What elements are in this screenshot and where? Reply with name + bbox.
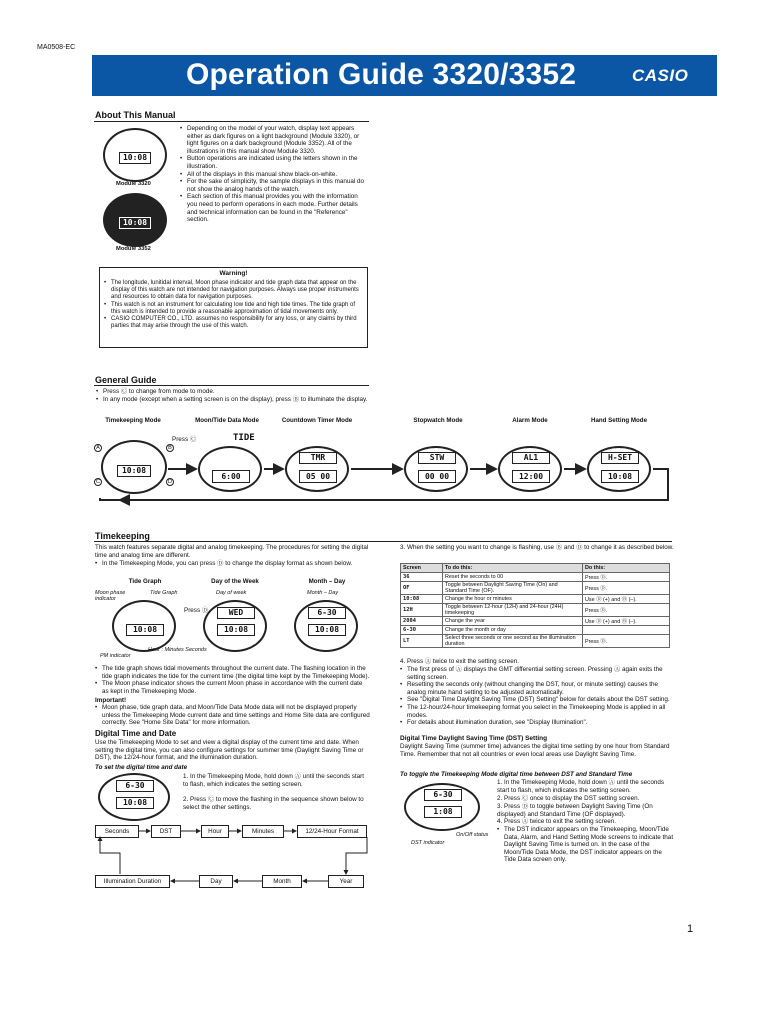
tide-graph-label: Tide Graph [150,590,178,596]
flow-box-minutes: Minutes [242,825,284,838]
format-day-of-week: Day of the Week [211,578,259,585]
warning-bullet: • This watch is not an instrument for calculating low tide and high tide times. The tide graph of this watch is intended to provide a reasonable approximation of tidal movements only. [104,302,362,316]
flow-lcd-hand-setting: 10:08 [601,470,639,483]
tk-lcd-dow-time: 10:08 [217,624,255,636]
tk-lcd-md-time: 10:08 [308,624,346,636]
moon-phase-label: Moon phase indicator [95,590,126,602]
tk-note: • The Moon phase indicator shows the current Moon phase in accordance with the current date as kept in the Timekeeping Mode. [95,680,370,695]
format-month-day: Month – Day [308,578,346,585]
warning-bullet: • CASIO COMPUTER CO., LTD. assumes no responsibility for any loss, or any claims by third parties that may arise through the use of this watch. [104,316,362,330]
on-off-status-label: On/Off status [456,832,489,838]
after-step-bullet: • For details about illumination duration, see "Display Illumination". [400,719,675,727]
table-header: To do this: [443,564,583,573]
flow-box-seconds: Seconds [95,825,139,838]
timekeeping-intro: This watch features separate digital and analog timekeeping. The procedures for setting the digital time and analog time are different. [95,544,369,559]
brand-logo: CASIO [632,66,689,85]
mode-label-countdown: Countdown Timer Mode [281,417,353,424]
after-step-bullet: • The first press of Ⓐ displays the GMT differential setting screen. Pressing Ⓐ again exits the setting screen. [400,666,675,681]
warning-bullet: • The longitude, lunitidal interval, Moon phase indicator and tide graph data that appear on the display of this watch are not intended for navigation purposes. Always use proper instruments and resources to obtain data for navigation purposes. [104,280,362,302]
press-c-label: Press Ⓒ [172,436,197,443]
document-code: MA0508-EC [37,44,76,51]
tk-lcd-md: 6-30 [308,607,346,619]
set-time-lcd: 10:08 [116,797,154,809]
table-row: LT Select three seconds or one second as the illumination duration Press Ⓓ. [401,635,670,648]
table-header: Do this: [583,564,670,573]
button-a-label: A [94,444,102,452]
dst-watch [404,783,480,831]
dst-title: Digital Time Daylight Saving Time (DST) Setting [400,735,548,742]
button-c-label: C [94,478,102,486]
about-bullet: • Button operations are indicated using the letters shown in the illustration. [180,155,368,170]
warning-bullets [104,280,362,330]
tk-watch-day-of-week [203,600,267,652]
module-3352-label: Module 3352 [116,246,151,252]
important-bullets [95,704,370,727]
watch-3352-illustration [103,193,167,247]
set-time-lcd-top: 6-30 [116,780,154,792]
dst-lcd-top: 6-30 [424,789,462,801]
flow-box-day: Day [199,875,233,888]
general-guide-rule [94,385,369,386]
dst-text: Daylight Saving Time (summer time) advances the digital time setting by one hour from Standard Time. Remember that not all countries or even local areas use Daylight Saving Time. [400,743,670,758]
table-row: 36 Reset the seconds to 00 Press Ⓓ. [401,573,670,582]
set-time-watch [98,773,170,821]
mode-label-timekeeping: Timekeeping Mode [105,417,161,424]
button-d-label: D [166,478,174,486]
flow-lcd-timekeeping: 10:08 [117,465,151,477]
tk-note: • The tide graph shows tidal movements throughout the current date. The flashing location in the tide graph indicates the tide for the current time (the digital time kept by the Timekeeping Mode). [95,665,370,680]
table-row: 12H Toggle between 12-hour (12H) and 24-hour (24H) timekeeping Press Ⓓ. [401,604,670,617]
watch-3320-illustration [103,128,167,182]
table-row: 2004 Change the year Use Ⓓ (+) and Ⓑ (–). [401,617,670,626]
table-header: Screen [401,564,443,573]
about-bullet: • For the sake of simplicity, the sample displays in this manual do not show the analog hands of the watch. [180,178,368,193]
timekeeping-title: Timekeeping [95,531,150,541]
dst-indicator-bullet: • The DST indicator appears on the Timekeeping, Moon/Tide Data, Alarm, and Hand Setting Mode screens to indicate that Daylight Saving Time is turned on. In the case of the Moon/Tide Data Mode, the DST indicator appears on the Tide Data screen only. [497,826,675,864]
timekeeping-bullet-item: • In the Timekeeping Mode, you can press Ⓓ to change the display format as shown below. [95,560,370,568]
flow-lcd-alarm: 12:00 [512,470,550,483]
flow-lcd-hand-setting-top: H-SET [601,452,639,464]
flow-lcd-stopwatch-top: STW [418,452,456,464]
day-of-week-label: Day of week [216,590,247,596]
table-row: 6-30 Change the month or day [401,626,670,635]
flow-box-year: Year [328,875,364,888]
digital-time-text: Use the Timekeeping Mode to set and view a digital display of the current time and date. When setting the digital time, you can also configure settings for summer time (Daylight Saving Time or DST), the 12/24-hour format, and the illumination duration. [95,739,364,762]
mode-label-alarm: Alarm Mode [512,417,548,424]
dst-toggle-title: To toggle the Timekeeping Mode digital time between DST and Standard Time [400,771,633,778]
flow-box-12-24: 12/24-Hour Format [297,825,367,838]
general-guide-title: General Guide [95,375,157,385]
flow-lcd-alarm-top: AL1 [512,452,550,464]
press-d-label: Press Ⓓ [184,607,209,614]
general-bullet: • Press Ⓒ to change from mode to mode. [96,388,368,396]
page-title: Operation Guide 3320/3352 [186,58,577,91]
flow-lcd-countdown-top: TMR [299,452,337,464]
mode-label-hand-setting: Hand Setting Mode [590,417,648,424]
button-b-label: B [166,444,174,452]
flow-box-month: Month [262,875,302,888]
flow-box-illumination: Illumination Duration [95,875,170,888]
format-tide-graph: Tide Graph [128,578,162,585]
flow-lcd-stopwatch: 00 00 [418,470,456,483]
settings-table [400,563,670,648]
toggle-step-2: 2. Press Ⓒ once to display the DST setting screen. [497,795,640,802]
flow-box-hour: Hour [201,825,229,838]
timekeeping-bullet [95,560,370,568]
set-time-title: To set the digital time and date [95,764,188,771]
about-bullets [180,125,368,224]
warning-title: Warning! [219,270,248,277]
about-bullet: • All of the displays in this manual show black-on-white. [180,171,368,179]
flow-lcd-moon-tide: 6:00 [212,470,250,483]
step-3: 3. When the setting you want to change is flashing, use Ⓑ and Ⓓ to change it as described below. [400,544,674,551]
digital-time-title: Digital Time and Date [95,729,177,738]
tk-watch-tide-graph [112,600,176,652]
watch-3320-lcd: 10:08 [119,152,151,164]
after-step-bullet: • Resetting the seconds only (without changing the DST, hour, or minute setting) causes the analog minute hand setting to be adjusted automatically. [400,681,675,696]
module-3320-label: Module 3320 [116,181,151,187]
watch-3352-lcd: 10:08 [119,217,151,229]
about-bullet: • Each section of this manual provides you with the information you need to perform operations in each mode. Further details and technical information can be found in the "Reference" section. [180,193,368,223]
dst-indicator-note [497,826,675,864]
tk-lcd-tide: 10:08 [126,624,164,636]
mode-label-moon-tide: Moon/Tide Data Mode [195,417,259,424]
general-bullet: • In any mode (except when a setting screen is on the display), press Ⓑ to illuminate the display. [96,396,368,404]
after-step-bullet: • See "Digital Time Daylight Saving Time (DST) Setting" below for details about the DST setting. [400,696,675,704]
mode-flow-arrows [90,440,670,510]
table-row: 10:08 Change the hour or minutes Use Ⓓ (+) and Ⓑ (–). [401,595,670,604]
flow-box-dst: DST [151,825,181,838]
about-rule [94,121,369,122]
set-step-2: 2. Press Ⓒ to move the flashing in the sequence shown below to select the other settings. [183,796,364,811]
toggle-step-4: 4. Press Ⓐ twice to exit the setting screen. [497,818,616,825]
table-header-row [401,564,670,573]
toggle-step-3: 3. Press Ⓓ to toggle between Daylight Saving Time (On displayed) and Standard Time (OF displayed). [497,803,653,818]
return-line [100,469,668,500]
month-day-label: Month – Day [307,590,339,596]
table-row: OF Toggle between Daylight Saving Time (On) and Standard Time (OF). Press Ⓓ. [401,582,670,595]
general-bullets [96,388,368,403]
step-4: 4. Press Ⓐ twice to exit the setting screen. [400,658,519,665]
page-number: 1 [687,923,694,935]
setting-flow-arrows [90,823,375,893]
mode-label-stopwatch: Stopwatch Mode [413,417,463,424]
hour-minutes-seconds-label: Hour : Minutes Seconds [148,647,207,653]
tk-notes [95,665,370,695]
flow-lcd-tide-text: TIDE [233,433,255,443]
timekeeping-rule [94,541,672,542]
pm-indicator-label: PM indicator [100,653,131,659]
toggle-step-1: 1. In the Timekeeping Mode, hold down Ⓐ until the seconds start to flash, which indicates the setting screen. [497,779,664,794]
about-bullet: • Depending on the model of your watch, display text appears either as dark figures on a light background (Module 3320), or light figures on a dark background (Module 3352). All of the illustrations in this manual show Module 3320. [180,125,368,155]
important-title: Important! [95,697,127,704]
about-title: About This Manual [95,110,176,120]
set-step-1: 1. In the Timekeeping Mode, hold down Ⓐ until the seconds start to flash, which indicates the setting screen. [183,773,364,788]
flow-lcd-countdown: 05 00 [299,470,337,483]
tk-lcd-dow: WED [217,607,255,619]
important-bullet: • Moon phase, tide graph data, and Moon/Tide Data Mode data will not be displayed properly unless the Timekeeping Mode current date and time settings and Home Site data are configured correctly. See "Home Site Data" for more information. [95,704,370,727]
after-step-bullets [400,666,675,727]
dst-lcd-time: 1:08 [424,806,462,818]
after-step-bullet: • The 12-hour/24-hour timekeeping format you select in the Timekeeping Mode is applied in all modes. [400,704,675,719]
dst-indicator-label: DST indicator [411,840,445,846]
tk-watch-month-day [294,600,358,652]
